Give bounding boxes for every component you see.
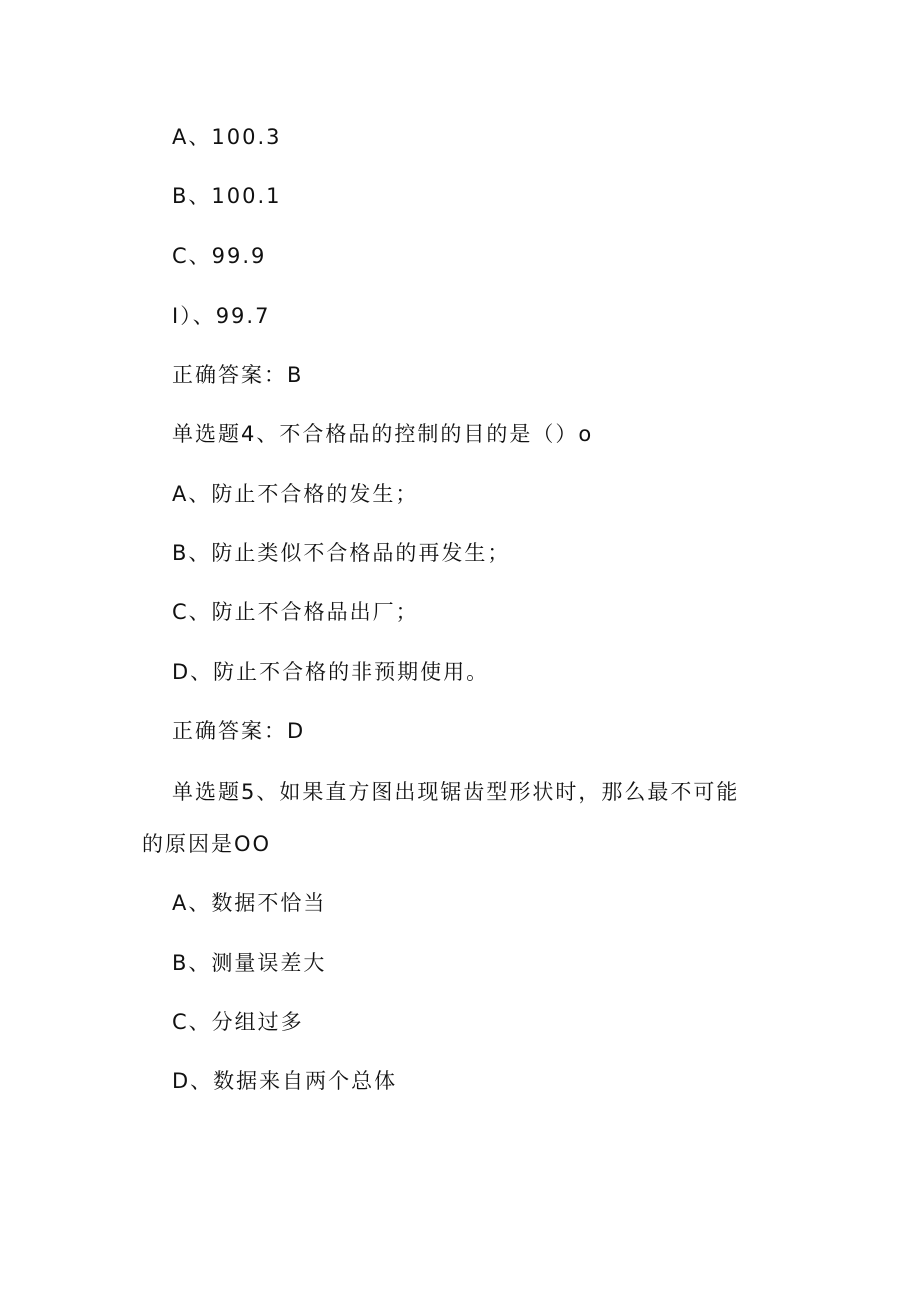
q5-question-line2: 的原因是OO: [142, 832, 272, 856]
q5-option-d: D、数据来自两个总体: [172, 1069, 398, 1093]
q3-option-b: B、100.1: [172, 184, 282, 208]
q3-answer: 正确答案：B: [172, 363, 304, 387]
q4-option-a: A、防止不合格的发生；: [172, 482, 419, 506]
q5-option-a: A、数据不恰当: [172, 891, 327, 915]
q5-option-c: C、分组过多: [172, 1010, 304, 1034]
q3-option-d: I）、99.7: [172, 304, 271, 328]
q4-option-d: D、防止不合格的非预期使用。: [172, 660, 490, 684]
q3-option-a: A、100.3: [172, 125, 282, 149]
q5-option-b: B、测量误差大: [172, 951, 327, 975]
q5-question-line1: 单选题5、如果直方图出现锯齿型形状时，那么最不可能: [172, 780, 740, 804]
q4-option-b: B、防止类似不合格品的再发生；: [172, 541, 511, 565]
q4-answer: 正确答案：D: [172, 719, 306, 743]
q4-option-c: C、防止不合格品出厂；: [172, 600, 419, 624]
q3-option-c: C、99.9: [172, 244, 267, 268]
q4-question: 单选题4、不合格品的控制的目的是（）o: [172, 422, 594, 446]
